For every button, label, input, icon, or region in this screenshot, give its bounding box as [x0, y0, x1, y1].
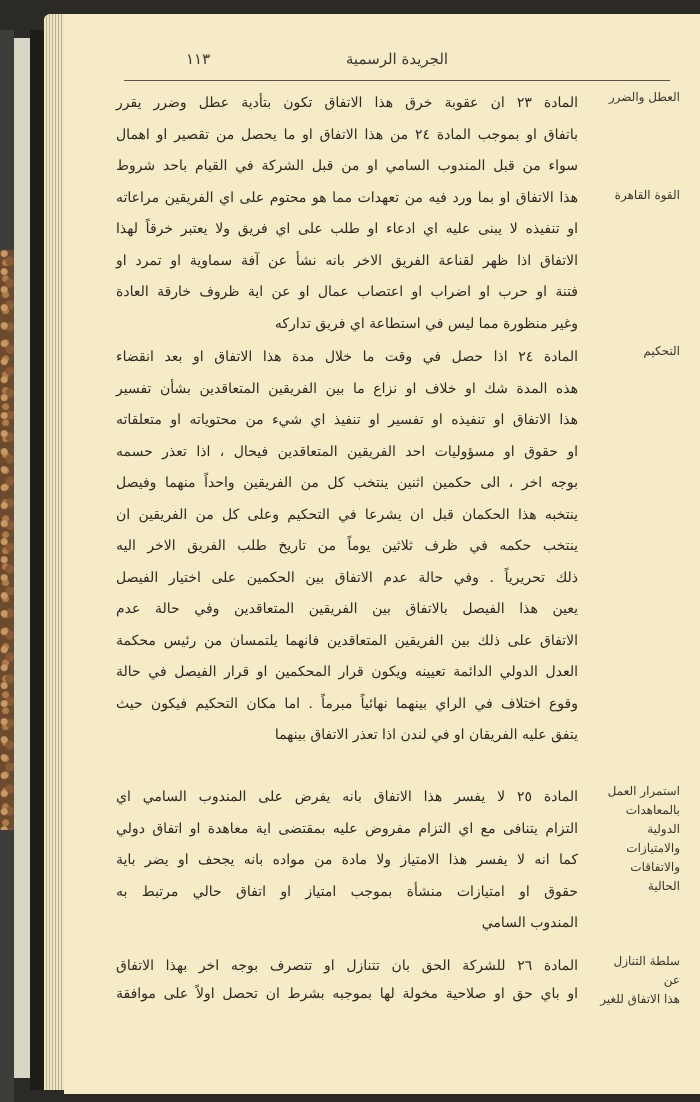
- text-line: ذلك تحريرياً . وفي حالة عدم الاتفاق بين الحكمين على اختيار الفيصل: [116, 569, 578, 586]
- article-23: [116, 88, 680, 340]
- margin-note-arbitration: [596, 342, 680, 361]
- margin-note-line: والامتيازات: [626, 841, 680, 855]
- text-line: بوجه اخر ، الى حكمين اثنين ينتخب كل من الفريقين واحداً منهما وفيصل: [116, 475, 578, 491]
- text-line: الاتفاق على ذلك بين الفريقين المتعاقدين فانهما يلتمسان من رئيس محكمة: [116, 632, 578, 649]
- text-line: هذا الاتفاق او تنفيذه او تفسير او تنفيذ اي شيء من محتوياته او متعلقاته: [116, 412, 578, 428]
- text-line: المادة ٢٥ لا يفسر هذا الاتفاق بانه يفرض على المندوب السامي اي: [116, 789, 578, 805]
- text-line: يتفق عليه الفريقان او في لندن اذا تعذر الاتفاق بينهما: [274, 727, 578, 743]
- article-26: [116, 952, 680, 1008]
- margin-note-line: هذا الاتفاق للغير: [600, 992, 680, 1006]
- text-line: حقوق او امتيازات منشأة بموجب امتياز او اتفاق حالي مرتبط به: [116, 883, 578, 900]
- page-stack-edges: [44, 14, 64, 1090]
- article-body: [116, 88, 578, 340]
- margin-note-line: بالمعاهدات الدولية: [625, 803, 680, 836]
- text-line: العدل الدولي الدائمة تعيينه ويكون قرار المحكمين او قرار الفيصل في حالة: [116, 664, 578, 680]
- margin-note-damages: [596, 88, 680, 107]
- text-line: المندوب السامي: [481, 915, 578, 931]
- margin-note-line: سلطة التنازل عن: [613, 954, 680, 987]
- previous-page-edge: [14, 38, 31, 1078]
- margin-note-line: العطل والضرر: [608, 90, 680, 104]
- text-line: ينتخب حكمه في ظرف ثلاثين يوماً من تاريخ طلب الفريق الاخر اليه: [116, 538, 578, 554]
- text-line: او حقوق او مسؤوليات احد الفريقين المتعاقدين فيحال ، اذا تعذر حسمه: [116, 443, 578, 460]
- margin-note-line: القوة القاهرة: [614, 188, 680, 202]
- text-line: باتفاق او بموجب المادة ٢٤ من هذا الاتفاق او ما يحصل من تقصير او اهمال: [116, 126, 578, 143]
- text-line: هذا الاتفاق او بما ورد فيه من تعهدات مما هو محتوم على اي الفريقين مراعاته: [116, 189, 578, 206]
- article-body: [116, 952, 578, 1008]
- text-line: يعين هذا الفيصل بالاتفاق بين الفريقين المتعاقدين وفي حالة عدم: [116, 601, 578, 617]
- marbled-endpaper: [0, 250, 14, 830]
- text-line: كما انه لا يفسر هذا الامتياز ولا مادة من مواده بانه يجحف او يضر باية: [116, 852, 578, 868]
- margin-note-assignment: [596, 952, 680, 1009]
- text-line: المادة ٢٣ ان عقوبة خرق هذا الاتفاق تكون بتأدية عطل وضرر يقرر: [116, 95, 578, 111]
- article-body: [116, 342, 578, 752]
- margin-note-line: التحكيم: [643, 344, 680, 358]
- text-line: وقوع اختلاف في الراي بينهما نهائياً مبرماً . اما مكان التحكيم فيكون حيث: [116, 695, 578, 712]
- margin-note-force-majeure: [596, 186, 680, 205]
- running-title: الجريدة الرسمية: [345, 50, 449, 68]
- running-head: [124, 50, 670, 74]
- header-rule: [124, 80, 670, 81]
- text-line: المادة ٢٤ اذا حصل في وقت ما خلال مدة هذا الاتفاق او بعد انقضاء: [116, 349, 578, 365]
- text-line: هذه المدة شك او خلاف او نزاع ما بين الفريقين المتعاقدين بشأن تفسير: [116, 380, 578, 397]
- margin-note-line: استمرار العمل: [607, 784, 680, 798]
- margin-note-line: والاتفاقات الحالية: [630, 860, 680, 893]
- article-24: [116, 342, 680, 752]
- book-gutter: [30, 30, 44, 1090]
- article-25: [116, 782, 680, 940]
- text-line: التزام يتنافى مع اي التزام مفروض عليه بمقتضى اية معاهدة او اتفاق دولي: [116, 820, 578, 837]
- text-line: الاتفاق اذا ظهر لقناعة الفريق الاخر بانه نشأ عن آفة سماوية او تمرد او: [116, 252, 578, 269]
- text-line: او باي حق او صلاحية مخولة لها بموجبه بشرط ان تحصل اولاً على موافقة: [116, 986, 578, 1002]
- text-line: سواء من قبل المندوب السامي او من قبل الشركة في القيام باحد شروط: [116, 158, 578, 174]
- text-line: او تنفيذه لا يبنى عليه اي ادعاء او طلب على اي فريق ولا يعتبر خرقاً لهذا: [116, 221, 578, 237]
- text-line: فتنة او حرب او اضراب او اعتصاب عمال او عن اية ظروف خارقة العادة: [116, 284, 578, 300]
- margin-note-existing-treaties: [596, 782, 680, 896]
- book-page: [64, 14, 700, 1094]
- article-body: [116, 782, 578, 940]
- text-line: ينتخبه هذا الحكمان قبل ان يشرعا في التحكيم وعلى كل من الفريقين ان: [116, 506, 578, 523]
- text-line: وغير منظورة مما ليس في استطاعة اي فريق تداركه: [274, 315, 578, 332]
- text-line: المادة ٢٦ للشركة الحق بان تتنازل او تتصرف بوجه اخر بهذا الاتفاق: [116, 958, 578, 974]
- page-number: ١١٣: [186, 50, 211, 68]
